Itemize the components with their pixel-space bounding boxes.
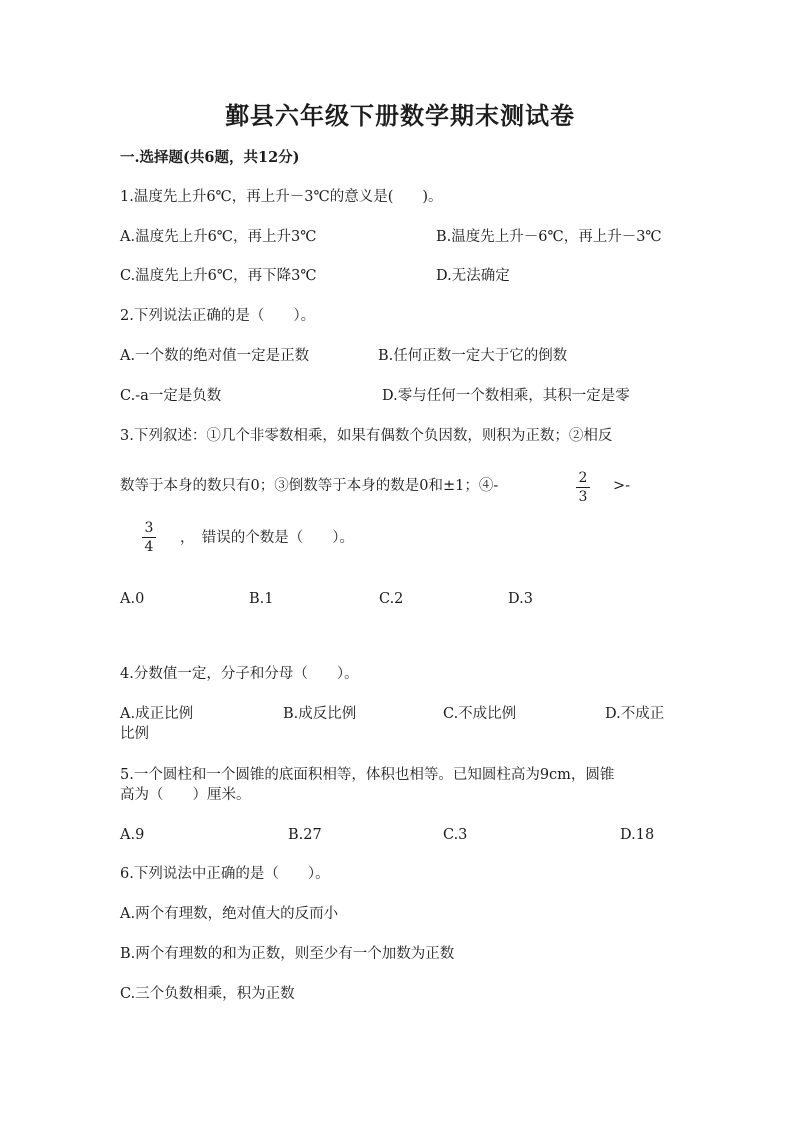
question-6-option-b: B.两个有理数的和为正数，则至少有一个加数为正数 <box>120 946 455 962</box>
question-3-line-3: ， 错误的个数是（ ）。 <box>180 530 354 546</box>
question-5-line-1: 5.一个圆柱和一个圆锥的底面积相等，体积也相等。已知圆柱高为9cm，圆锥 <box>120 767 615 783</box>
question-5-option-c: C.3 <box>443 827 468 843</box>
question-6-option-a: A.两个有理数，绝对值大的反而小 <box>120 906 339 922</box>
fraction-numerator: 2 <box>578 470 588 486</box>
question-3-option-b: B.1 <box>249 591 274 607</box>
question-5-option-d: D.18 <box>620 827 655 843</box>
section-heading: 一.选择题(共6题，共12分) <box>120 149 300 166</box>
question-2-option-a: A.一个数的绝对值一定是正数 <box>120 348 310 364</box>
question-2-stem: 2.下列说法正确的是（ ）。 <box>120 308 316 324</box>
question-4-option-c: C.不成比例 <box>443 706 517 722</box>
question-4-option-b: B.成反比例 <box>283 706 357 722</box>
question-4-stem: 4.分数值一定，分子和分母（ ）。 <box>120 666 359 682</box>
question-4-option-d: D.不成正 <box>605 706 665 722</box>
question-4-option-d-continued: 比例 <box>120 726 149 742</box>
question-3-line-2: 数等于本身的数只有0；③倒数等于本身的数是0和±1；④- <box>120 478 499 494</box>
question-1-option-a: A.温度先上升6℃，再上升3℃ <box>120 229 317 245</box>
page-title: 鄞县六年级下册数学期末测试卷 <box>225 101 575 130</box>
question-1-stem: 1.温度先上升6℃，再上升－3℃的意义是( )。 <box>120 189 443 205</box>
fraction-two-thirds <box>575 470 591 505</box>
question-2-option-d: D.零与任何一个数相乘，其积一定是零 <box>382 388 630 404</box>
fraction-three-quarters <box>141 520 157 555</box>
question-2-option-b: B.任何正数一定大于它的倒数 <box>378 348 568 364</box>
question-3-option-a: A.0 <box>120 591 145 607</box>
fraction-denominator: 3 <box>578 489 588 505</box>
fraction-bar <box>142 537 156 538</box>
question-5-option-b: B.27 <box>288 827 322 843</box>
question-5-line-2: 高为（ ）厘米。 <box>120 787 251 803</box>
question-6-option-c: C.三个负数相乘，积为正数 <box>120 986 295 1002</box>
fraction-numerator: 3 <box>144 520 154 536</box>
question-6-stem: 6.下列说法中正确的是（ ）。 <box>120 866 330 882</box>
question-1-option-c: C.温度先上升6℃，再下降3℃ <box>120 268 317 284</box>
fraction-denominator: 4 <box>144 539 154 555</box>
question-3-line-1: 3.下列叙述：①几个非零数相乘，如果有偶数个负因数，则积为正数；②相反 <box>120 428 613 444</box>
question-3-option-c: C.2 <box>379 591 404 607</box>
question-5-option-a: A.9 <box>120 827 145 843</box>
question-1-option-d: D.无法确定 <box>436 268 510 284</box>
greater-than-sign: >- <box>613 478 631 494</box>
question-1-option-b: B.温度先上升－6℃，再上升－3℃ <box>436 229 662 245</box>
question-2-option-c: C.-a一定是负数 <box>120 388 222 404</box>
fraction-bar <box>576 487 590 488</box>
question-3-option-d: D.3 <box>508 591 533 607</box>
question-4-option-a: A.成正比例 <box>120 706 194 722</box>
